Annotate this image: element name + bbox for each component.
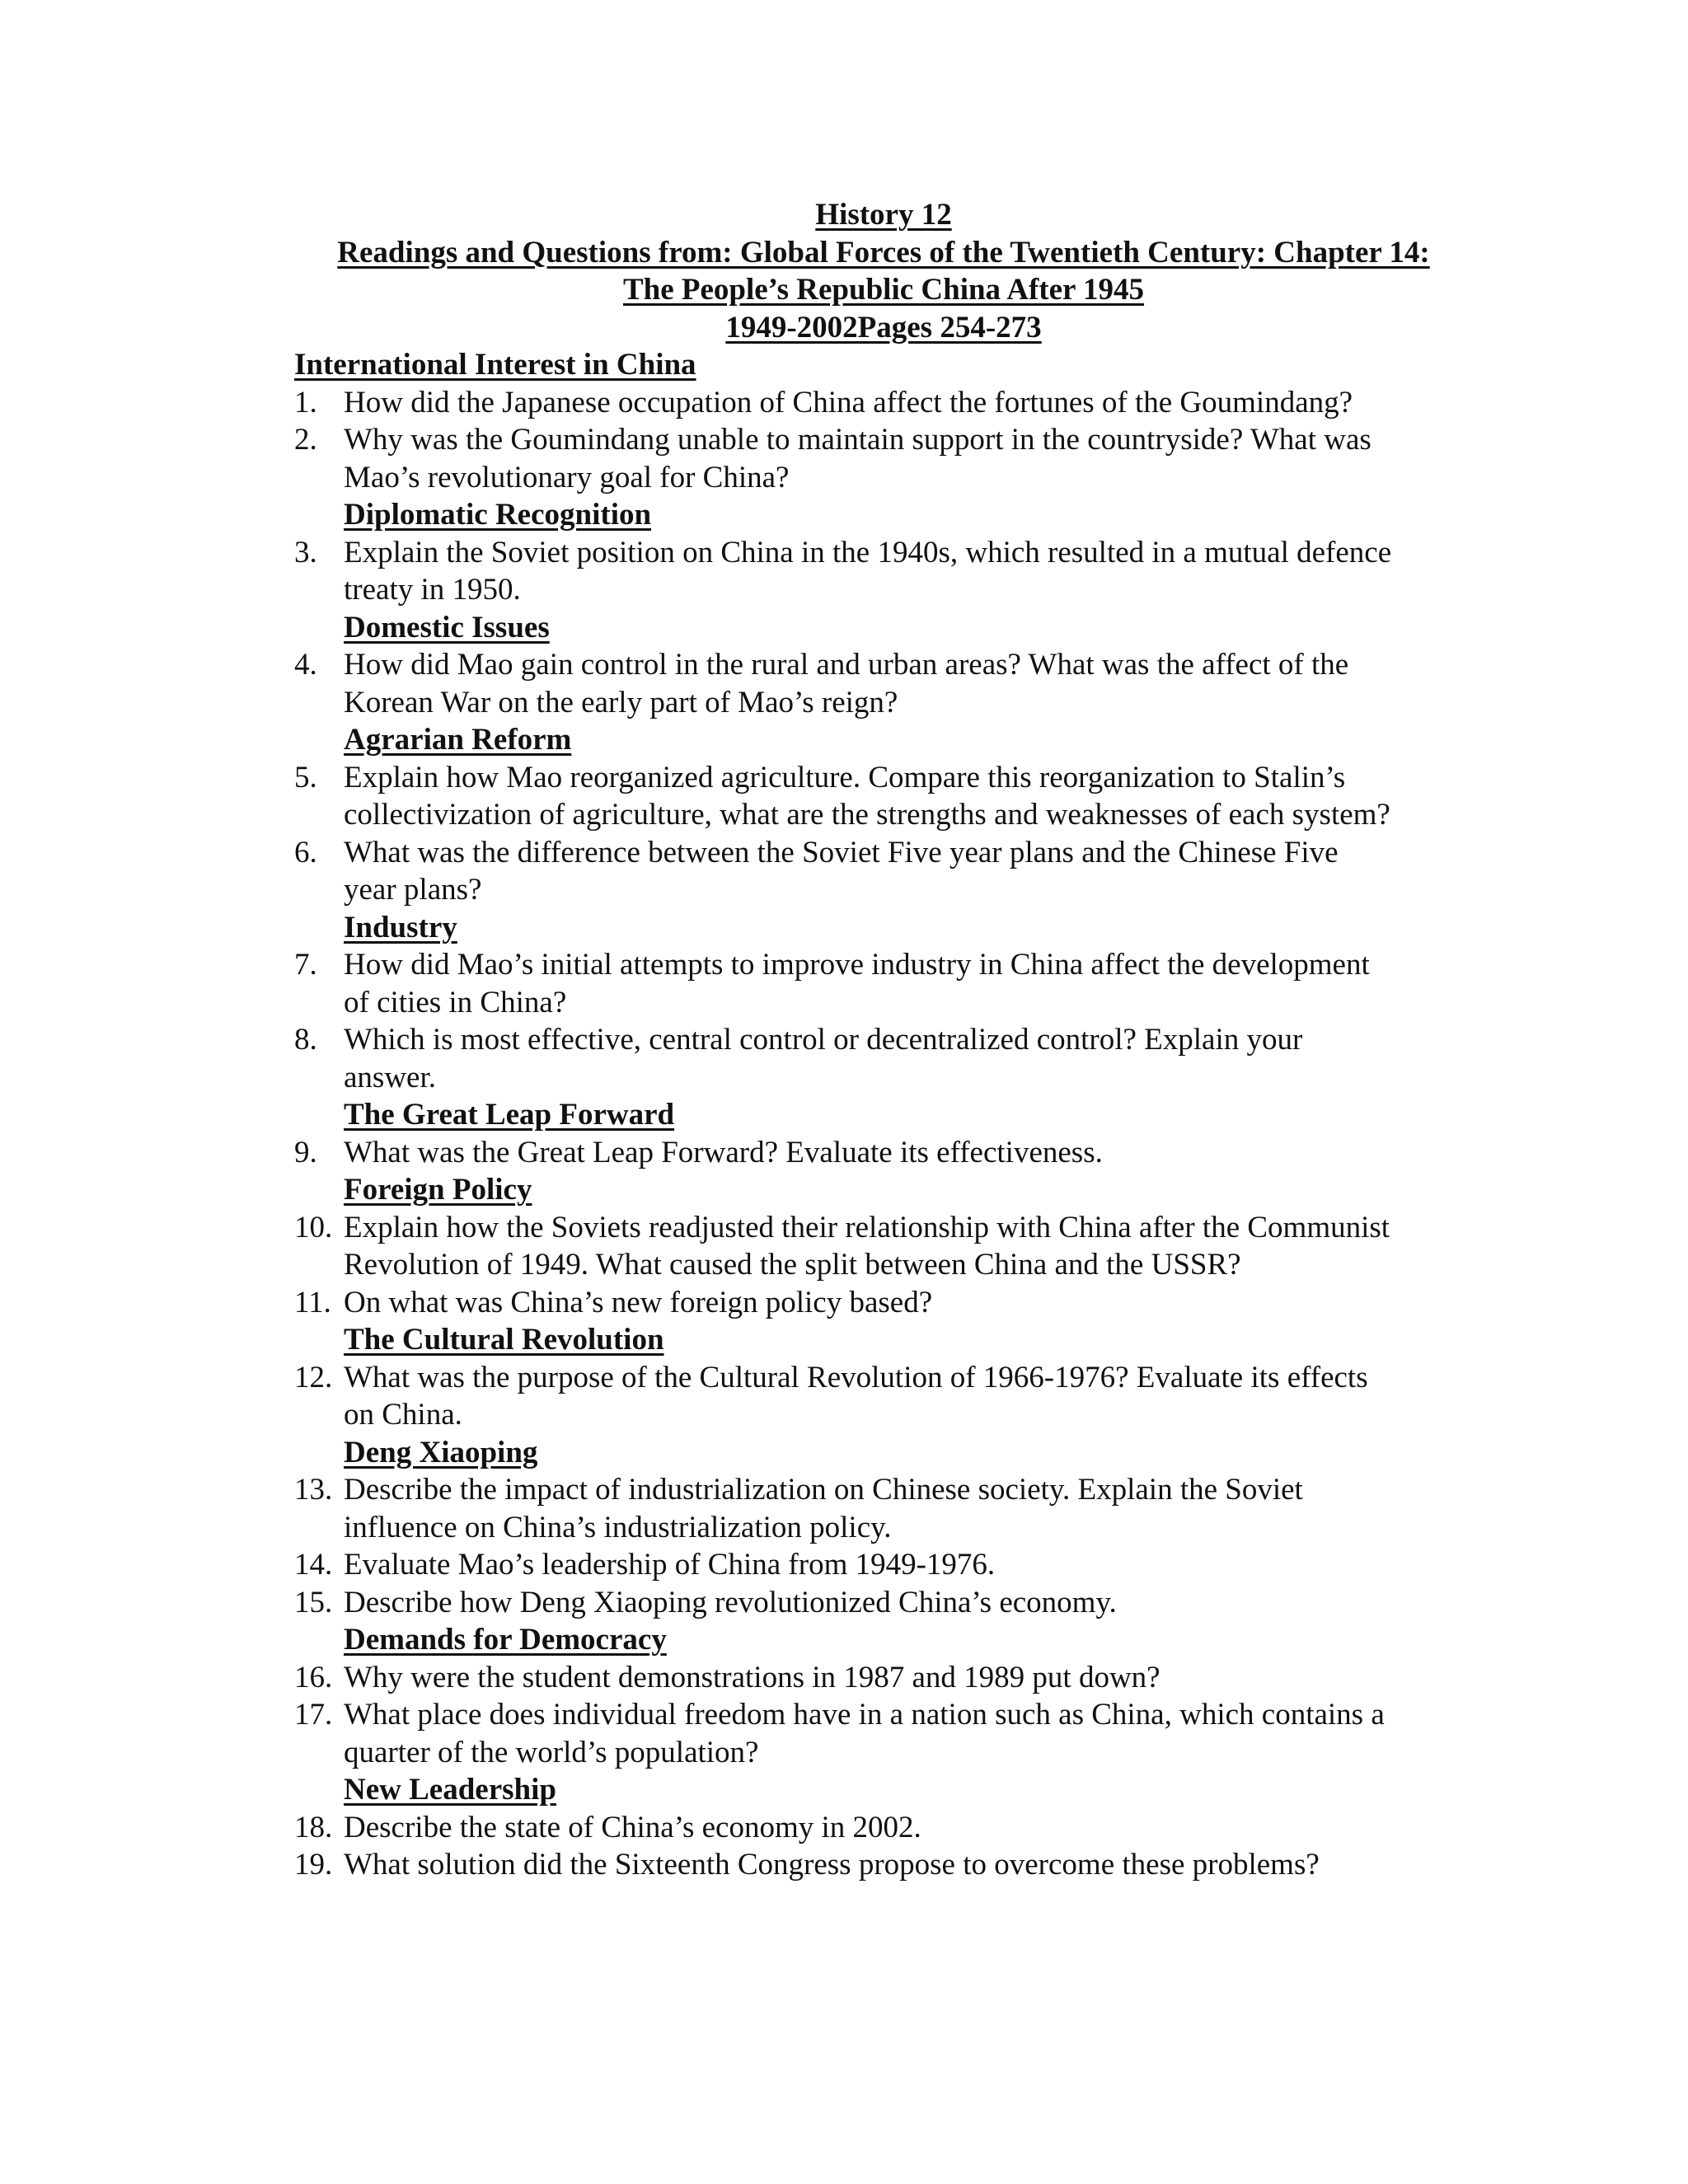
question-line: Explain the Soviet position on China in the 1940s, which resulted in a mutual defence xyxy=(344,535,1392,569)
section-heading: The Great Leap Forward xyxy=(344,1098,675,1132)
question-text xyxy=(344,1546,1473,1584)
question-number: 18. xyxy=(294,1810,333,1844)
question-item xyxy=(294,1846,1473,1884)
section-heading: Agrarian Reform xyxy=(344,723,572,757)
question-item xyxy=(294,1659,1473,1697)
question-text xyxy=(344,1584,1473,1622)
question-text xyxy=(344,759,1473,834)
question-number: 4. xyxy=(294,648,317,682)
question-item xyxy=(294,1471,1473,1546)
question-line: Explain how Mao reorganized agriculture. Compare this reorganization to Stalin’s xyxy=(344,760,1346,794)
question-text xyxy=(344,1846,1473,1884)
question-line: on China. xyxy=(344,1398,462,1432)
question-item xyxy=(294,1134,1473,1172)
question-item xyxy=(294,1584,1473,1622)
question-text xyxy=(344,534,1473,609)
question-line: Describe the state of China’s economy in 2002. xyxy=(344,1810,921,1844)
question-line: Korean War on the early part of Mao’s reign? xyxy=(344,685,898,719)
question-line: What was the Great Leap Forward? Evaluate its effectiveness. xyxy=(344,1135,1103,1169)
question-text xyxy=(344,1021,1473,1096)
question-item xyxy=(294,946,1473,1021)
question-line: Evaluate Mao’s leadership of China from 1949-1976. xyxy=(344,1548,996,1582)
question-text xyxy=(344,1659,1473,1697)
question-number: 17. xyxy=(294,1698,333,1732)
question-line: Why was the Goumindang unable to maintain support in the countryside? What was xyxy=(344,423,1372,457)
question-item xyxy=(294,759,1473,834)
section-heading: International Interest in China xyxy=(294,348,696,382)
section-heading: Deng Xiaoping xyxy=(344,1435,538,1469)
question-text xyxy=(344,1696,1473,1771)
question-number: 2. xyxy=(294,423,317,457)
question-number: 14. xyxy=(294,1548,333,1582)
question-list xyxy=(294,346,1473,1884)
question-line: How did the Japanese occupation of China affect the fortunes of the Goumindang? xyxy=(344,385,1353,419)
question-number: 16. xyxy=(294,1660,333,1694)
question-line: Why were the student demonstrations in 1987 and 1989 put down? xyxy=(344,1660,1160,1694)
question-line: quarter of the world’s population? xyxy=(344,1735,759,1769)
question-line: of cities in China? xyxy=(344,985,567,1019)
question-line: What was the difference between the Soviet Five year plans and the Chinese Five xyxy=(344,835,1339,869)
question-item xyxy=(294,1696,1473,1771)
question-number: 6. xyxy=(294,835,317,869)
question-item xyxy=(294,834,1473,909)
question-text xyxy=(344,421,1473,496)
section-heading: The Cultural Revolution xyxy=(344,1323,664,1357)
readings-title: Readings and Questions from: Global Forces of the Twentieth Century: Chapter 14: xyxy=(337,235,1430,269)
question-item xyxy=(294,421,1473,496)
question-line: year plans? xyxy=(344,873,482,907)
section-heading: Diplomatic Recognition xyxy=(344,498,652,532)
question-number: 9. xyxy=(294,1135,317,1169)
question-line: Mao’s revolutionary goal for China? xyxy=(344,460,790,494)
question-item xyxy=(294,1359,1473,1434)
question-item xyxy=(294,1284,1473,1322)
question-line: Revolution of 1949. What caused the split between China and the USSR? xyxy=(344,1248,1241,1282)
section-heading: New Leadership xyxy=(344,1773,556,1807)
question-number: 15. xyxy=(294,1585,333,1619)
question-line: answer. xyxy=(344,1060,436,1094)
question-item xyxy=(294,384,1473,422)
question-line: influence on China’s industrialization policy. xyxy=(344,1510,892,1544)
question-line: On what was China’s new foreign policy based? xyxy=(344,1285,933,1319)
question-line: How did Mao gain control in the rural and urban areas? What was the affect of the xyxy=(344,648,1349,682)
question-line: Describe how Deng Xiaoping revolutionized China’s economy. xyxy=(344,1585,1117,1619)
question-number: 8. xyxy=(294,1023,317,1057)
question-text xyxy=(344,1359,1473,1434)
question-number: 5. xyxy=(294,760,317,794)
question-item xyxy=(294,1546,1473,1584)
course-title: History 12 xyxy=(815,198,952,232)
question-line: What place does individual freedom have in a nation such as China, which contains a xyxy=(344,1698,1385,1732)
document-page xyxy=(294,196,1473,1884)
section-heading: Foreign Policy xyxy=(344,1173,532,1207)
question-text xyxy=(344,646,1473,721)
question-item xyxy=(294,1209,1473,1284)
question-item xyxy=(294,646,1473,721)
question-text xyxy=(344,1471,1473,1546)
question-text xyxy=(344,1809,1473,1847)
question-text xyxy=(344,834,1473,909)
question-line: What solution did the Sixteenth Congress propose to overcome these problems? xyxy=(344,1848,1320,1882)
question-text xyxy=(344,1209,1473,1284)
question-number: 3. xyxy=(294,535,317,569)
question-text xyxy=(344,946,1473,1021)
question-line: treaty in 1950. xyxy=(344,573,521,607)
question-number: 11. xyxy=(294,1285,331,1319)
question-item xyxy=(294,1809,1473,1847)
chapter-title: The People’s Republic China After 1945 xyxy=(622,273,1145,307)
question-line: Which is most effective, central control or decentralized control? Explain your xyxy=(344,1023,1303,1057)
question-number: 1. xyxy=(294,385,317,419)
question-text xyxy=(344,1134,1473,1172)
question-line: Explain how the Soviets readjusted their relationship with China after the Communist xyxy=(344,1210,1390,1244)
question-text xyxy=(344,1284,1473,1322)
section-heading: Domestic Issues xyxy=(344,610,550,644)
question-line: How did Mao’s initial attempts to improve industry in China affect the development xyxy=(344,948,1370,982)
section-heading: Industry xyxy=(344,910,457,944)
question-number: 7. xyxy=(294,948,317,982)
question-text xyxy=(344,384,1473,422)
question-item xyxy=(294,534,1473,609)
date-pages-title: 1949-2002Pages 254-273 xyxy=(725,310,1042,344)
question-line: What was the purpose of the Cultural Revolution of 1966-1976? Evaluate its effects xyxy=(344,1360,1368,1394)
question-line: Describe the impact of industrialization on Chinese society. Explain the Soviet xyxy=(344,1473,1303,1507)
question-number: 19. xyxy=(294,1848,333,1882)
question-number: 13. xyxy=(294,1473,333,1507)
question-item xyxy=(294,1021,1473,1096)
section-heading: Demands for Democracy xyxy=(344,1623,667,1657)
question-line: collectivization of agriculture, what are the strengths and weaknesses of each system? xyxy=(344,798,1390,832)
question-number: 12. xyxy=(294,1360,333,1394)
question-number: 10. xyxy=(294,1210,333,1244)
